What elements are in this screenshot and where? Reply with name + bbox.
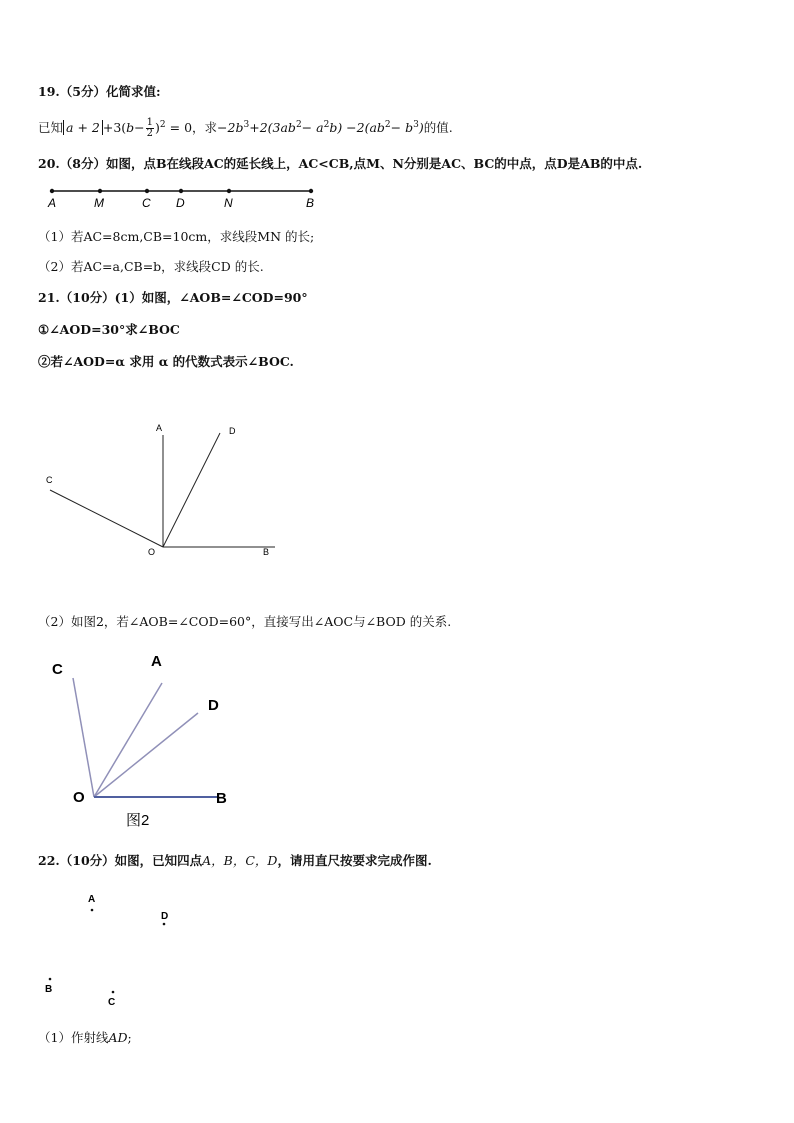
q22-label-b: B xyxy=(45,984,53,995)
q22-sub1-post: ; xyxy=(127,1030,132,1045)
q21-sub3: （2）如图2，若∠AOB=∠COD=60°，直接写出∠AOC与∠BOD 的关系. xyxy=(38,614,452,629)
point-a-dot xyxy=(50,189,54,193)
fig1-label-o: O xyxy=(148,547,156,557)
q22-sub1 xyxy=(38,1030,132,1046)
q20-segment-figure xyxy=(38,182,338,212)
q19-minus: − xyxy=(134,120,145,135)
q19-expr-c: − a xyxy=(301,120,324,135)
fig2-label-b: B xyxy=(216,790,227,807)
label-m: M xyxy=(94,196,104,210)
q22-points-figure xyxy=(38,885,198,1010)
q19-expr-a: −2b xyxy=(217,120,244,135)
q20-sub1: （1）若AC=8cm,CB=10cm，求线段MN 的长; xyxy=(38,229,315,244)
q21-angle-figure-1 xyxy=(40,415,290,565)
fig1-label-b: B xyxy=(263,547,270,557)
q21-heading: 21.（10分）(1）如图，∠AOB=∠COD=90° xyxy=(38,290,308,305)
q19-exp2a: 2 xyxy=(295,120,302,130)
q19-expr-e: − b xyxy=(390,120,414,135)
label-n: N xyxy=(224,196,233,210)
q19-lead: 已知 xyxy=(38,120,64,135)
q22-heading-post: ，请用直尺按要求完成作图. xyxy=(277,853,432,868)
point-n-dot xyxy=(227,189,231,193)
q22-label-d: D xyxy=(161,911,169,922)
q22-sub1-ray: AD xyxy=(108,1030,128,1045)
q22-label-c: C xyxy=(108,997,116,1008)
q22-point-d-dot xyxy=(163,923,166,926)
ray-od xyxy=(163,433,220,547)
ray-oa-2 xyxy=(94,683,162,797)
q19-heading: 19.（5分）化简求值: xyxy=(38,84,161,99)
fig2-label-a: A xyxy=(151,653,162,670)
point-d-dot xyxy=(179,189,183,193)
q20-heading: 20.（8分）如图，点B在线段AC的延长线上，AC<CB,点M、N分别是AC、BC的中点，点D是AB的中点. xyxy=(38,156,643,171)
label-d: D xyxy=(176,196,185,210)
q19-exp2c: 2 xyxy=(384,120,391,130)
label-c: C xyxy=(142,196,151,210)
point-m-dot xyxy=(98,189,102,193)
fig1-label-a: A xyxy=(156,423,163,433)
q21-sub2: ②若∠AOD=α 求用 α 的代数式表示∠BOC. xyxy=(38,354,294,369)
point-c-dot xyxy=(145,189,149,193)
q22-heading-pre: 22.（10分）如图，已知四点 xyxy=(38,853,203,868)
q22-label-a: A xyxy=(88,894,96,905)
q21-angle-figure-2 xyxy=(45,648,245,833)
q22-heading xyxy=(38,853,432,869)
q19-b: b xyxy=(126,120,135,135)
q19-expr-d: b) −2(ab xyxy=(329,120,385,135)
fig1-label-c: C xyxy=(46,475,53,485)
q19-expr-b: +2(3ab xyxy=(249,120,296,135)
ray-od-2 xyxy=(94,713,198,797)
fig2-label-o: O xyxy=(73,789,85,806)
q19-frac-den: 2 xyxy=(146,128,154,139)
q19-sq: 2 xyxy=(159,120,166,130)
q19-exp3: 3 xyxy=(243,120,250,130)
fig2-label-d: D xyxy=(208,697,219,714)
ray-oc-2 xyxy=(73,678,94,797)
q19-exp3b: 3 xyxy=(413,120,419,130)
q22-sub1-pre: （1）作射线 xyxy=(38,1030,109,1045)
ray-oc xyxy=(50,490,163,547)
q19-frac-num: 1 xyxy=(146,117,154,128)
q22-point-b-dot xyxy=(49,978,52,981)
q19-eq: = 0，求 xyxy=(169,120,218,135)
q20-sub2: （2）若AC=a,CB=b，求线段CD 的长. xyxy=(38,259,264,274)
label-b: B xyxy=(306,196,315,210)
q19-term: +3( xyxy=(102,120,127,135)
fig1-label-d: D xyxy=(229,426,236,436)
q22-point-c-dot xyxy=(112,991,115,994)
q21-sub1: ①∠AOD=30°求∠BOC xyxy=(38,322,180,337)
fig2-caption: 图2 xyxy=(126,812,150,829)
q19-tail: 的值. xyxy=(423,120,453,135)
fig2-label-c: C xyxy=(52,661,63,678)
q19-exp2b: 2 xyxy=(323,120,330,130)
q22-points-list: A，B，C，D xyxy=(202,853,278,868)
q19-expr-f: ) xyxy=(418,120,424,135)
q19-abs-expr: a + 2 xyxy=(63,120,103,135)
point-b-dot xyxy=(309,189,313,193)
q19-close: ) xyxy=(155,120,160,135)
q22-point-a-dot xyxy=(91,909,94,912)
q19-condition xyxy=(38,117,453,139)
q19-fraction xyxy=(146,118,154,139)
label-a: A xyxy=(48,196,57,210)
